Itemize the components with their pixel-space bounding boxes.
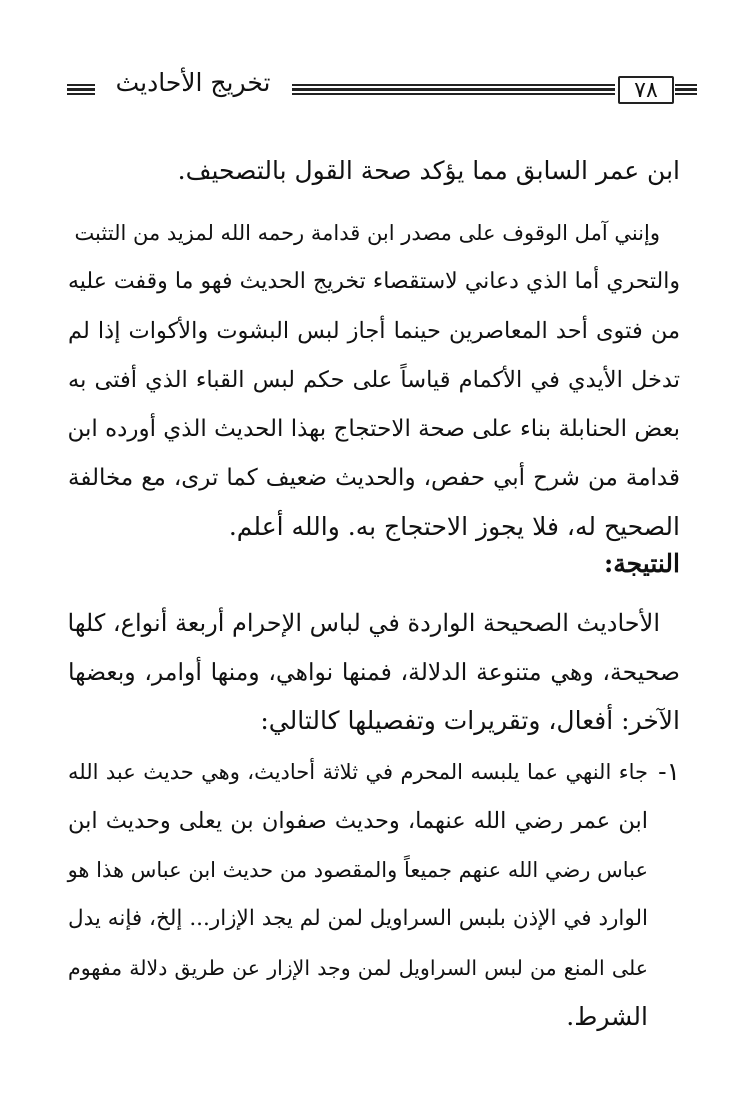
text-line: بعض الحنابلة بناء على صحة الاحتجاج بهذا الحديث الذي أورده ابن bbox=[67, 416, 680, 442]
text-line: الصحيح له، فلا يجوز الاحتجاج به. والله أعلم. bbox=[228, 512, 680, 541]
text-line: قدامة من شرح أبي حفص، والحديث ضعيف كما ترى، مع مخالفة bbox=[68, 465, 680, 491]
text-line: تدخل الأيدي في الأكمام قياساً على حكم لبس القباء الذي أفتى به bbox=[68, 367, 680, 393]
list-item-number: ١- bbox=[658, 757, 680, 786]
text-line: الأحاديث الصحيحة الواردة في لباس الإحرام أربعة أنواع، كلها bbox=[67, 609, 660, 637]
header-rule-middle bbox=[292, 84, 615, 95]
text-line: جاء النهي عما يلبسه المحرم في ثلاثة أحاديث، وهي حديث عبد الله bbox=[68, 760, 648, 784]
running-header bbox=[60, 68, 695, 114]
page-number: ٧٨ bbox=[618, 76, 674, 104]
text-line: ابن عمر رضي الله عنهما، وحديث صفوان بن يعلى وحديث ابن bbox=[68, 808, 648, 834]
text-line: من فتوى أحد المعاصرين حينما أجاز لبس البشوت والأكوات إذا لم bbox=[68, 318, 680, 344]
text-line: ابن عمر السابق مما يؤكد صحة القول بالتصحيف. bbox=[177, 156, 680, 185]
header-rule-right bbox=[675, 84, 697, 95]
text-line: وإنني آمل الوقوف على مصدر ابن قدامة رحمه الله لمزيد من التثبت bbox=[74, 221, 660, 245]
text-line: عباس رضي الله عنهم جميعاً والمقصود من حديث ابن عباس هذا هو bbox=[67, 858, 648, 882]
text-line: صحيحة، وهي متنوعة الدلالة، فمنها نواهي، ومنها أوامر، وبعضها bbox=[68, 658, 680, 686]
heading-text: النتيجة: bbox=[604, 549, 680, 578]
header-title: تخريج الأحاديث bbox=[115, 68, 271, 97]
text-line: الوارد في الإذن بلبس السراويل لمن لم يجد الإزار... إلخ، فإنه يدل bbox=[68, 906, 648, 931]
text-line: والتحري أما الذي دعاني لاستقصاء تخريج الحديث فهو ما وقفت عليه bbox=[68, 269, 681, 294]
text-line: على المنع من لبس السراويل لمن وجد الإزار عن طريق دلالة مفهوم bbox=[68, 956, 648, 980]
text-line: الآخر: أفعال، وتقريرات وتفصيلها كالتالي: bbox=[260, 706, 680, 735]
text-line: الشرط. bbox=[566, 1002, 648, 1031]
header-rule-left bbox=[67, 84, 95, 95]
